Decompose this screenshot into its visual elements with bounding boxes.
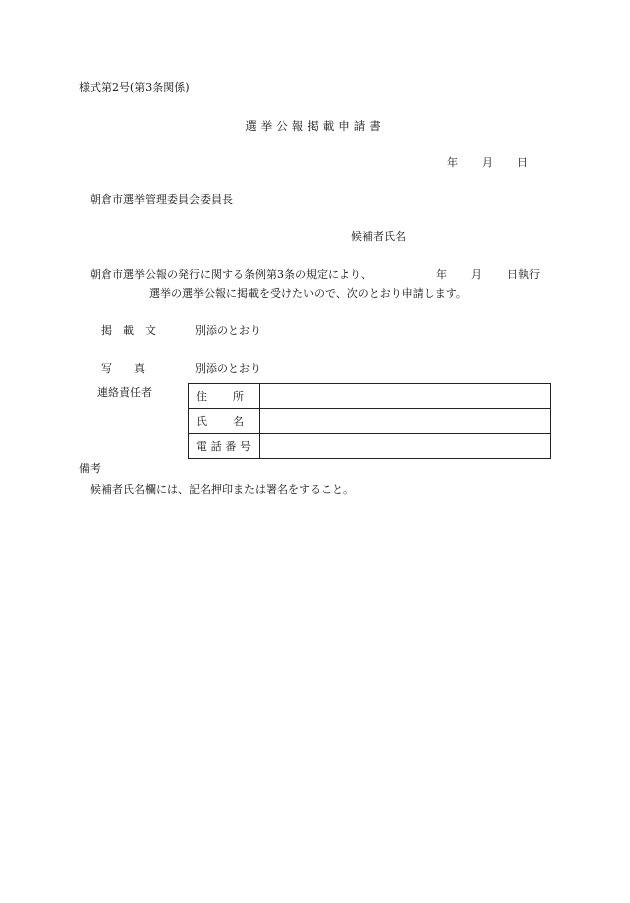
table-row [189,384,551,409]
name-field[interactable] [260,409,551,434]
phone-label [189,434,260,459]
date-year-label: 年 [447,156,458,169]
label-char: 住 [196,389,207,403]
document-title: 選挙公報掲載申請書 [245,119,385,133]
candidate-name-label: 候補者氏名 [351,230,406,243]
label-char: 電 [196,439,207,453]
date-month-label: 月 [482,156,493,169]
remarks-heading: 備考 [79,462,101,475]
item-label-photo: 写 真 [101,362,145,375]
form-number: 様式第2号(第3条関係) [79,81,190,94]
table-row [189,434,551,459]
body-text-line-1: 朝倉市選挙公報の発行に関する条例第3条の規定により、 [90,268,372,281]
address-field[interactable] [260,384,551,409]
label-char: 名 [233,414,244,428]
name-label [189,409,260,434]
table-row [189,409,551,434]
remarks-text: 候補者氏名欄には、記名押印または署名をすること。 [90,483,354,496]
body-text-line-2: 選挙の選挙公報に掲載を受けたいので、次のとおり申請します。 [149,287,467,300]
execution-year-label: 年 [436,268,447,281]
label-char: 所 [233,389,244,403]
address-label [189,384,260,409]
label-char: 話 [210,439,222,453]
item-value-photo: 別添のとおり [195,362,261,375]
phone-field[interactable] [260,434,551,459]
contact-person-label: 連絡責任者 [97,386,152,399]
item-value-text: 別添のとおり [195,324,261,337]
contact-table [188,383,551,459]
addressee: 朝倉市選挙管理委員会委員長 [90,193,233,206]
label-char: 号 [239,439,251,453]
item-label-text: 掲載文 [101,324,167,337]
date-day-label: 日 [517,156,528,169]
execution-day-label: 日執行 [507,268,540,281]
execution-month-label: 月 [471,268,482,281]
label-char: 氏 [196,414,207,428]
label-char: 番 [225,439,237,453]
